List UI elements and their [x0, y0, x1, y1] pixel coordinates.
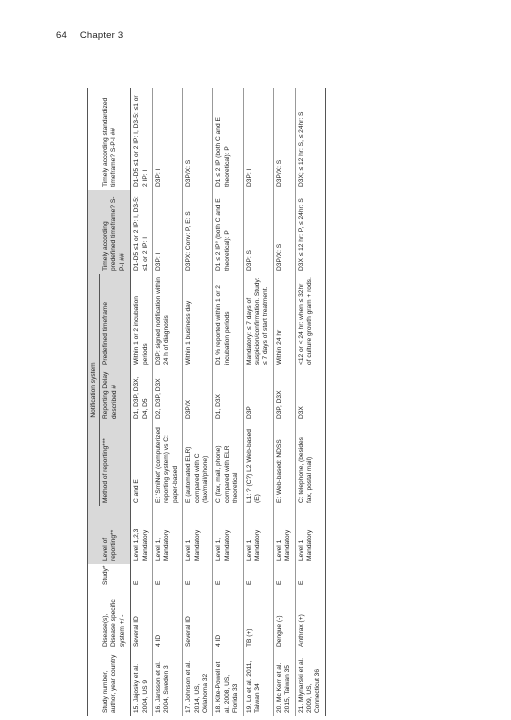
column-header: Method of reporting*** — [100, 422, 131, 506]
cell-timely-standardized: D3X; ≤ 12 hr: S, ≤ 24hr: S — [295, 88, 325, 190]
cell-delay: D1, D3P, D3X, D4, D5 — [131, 368, 153, 422]
notification-table — [87, 88, 326, 716]
cell-delay: D1, D3X — [213, 368, 243, 422]
cell-level: Level 1 Mandatory — [183, 506, 213, 564]
cell-disease: 4 ID — [152, 588, 182, 650]
cell-study: 17. Johnson et al. 2014, US, Oklahoma 32 — [183, 650, 213, 716]
cell-timely-predefined: D3P: I — [152, 190, 182, 274]
cell-disease: TB (+) — [243, 588, 273, 650]
cell-timeframe: Within 24 hr — [273, 274, 295, 368]
cell-method: L1: ? (C?) L2 Web-based (E) — [243, 422, 273, 506]
cell-delay: D3P — [243, 368, 273, 422]
cell-study: 20. Mc Kerr et al. 2015, Taiwan 35 — [273, 650, 295, 716]
cell-timeframe: Within 1 business day — [183, 274, 213, 368]
cell-timely-standardized: D3P: I — [152, 88, 182, 190]
cell-level: Level 1,2,3 Mandatory — [131, 506, 153, 564]
column-header: Reporting Delay described # — [100, 368, 131, 422]
cell-timely-standardized: D1 ≤ 2 IP (both C and E theoretical): P — [213, 88, 243, 190]
cell-study: 18. Kite-Powell et al. 2008, US, Florida 33 — [213, 650, 243, 716]
cell-disease: Dengue (-) — [273, 588, 295, 650]
cell-disease: Several ID — [183, 588, 213, 650]
table-row — [213, 88, 243, 716]
column-header: Disease(s), Disease specific system +/ - — [100, 588, 131, 650]
cell-method: C (fax, mail, phone) compared with ELR theoretical — [213, 422, 243, 506]
cell-method: E (automated ELR) compared with C (fax/mail/phone) — [183, 422, 213, 506]
cell-method: C: telephone, (besides fax, postal mail) — [295, 422, 325, 506]
cell-study-type: E — [273, 564, 295, 588]
table-row — [295, 88, 325, 716]
cell-timeframe: D3P: signed notification within 24 h of diagnosis — [152, 274, 182, 368]
cell-method: C and E — [131, 422, 153, 506]
cell-study: 16. Jansson et al. 2004, Sweden 3 — [152, 650, 182, 716]
table-row — [273, 88, 295, 716]
table-row — [131, 88, 153, 716]
cell-timely-standardized: D1-D5 ≤1 or 2 IP: I, D3-5: ≤1 or 2 IP: I — [131, 88, 153, 190]
cell-delay: D3X — [295, 368, 325, 422]
cell-timely-predefined: D3P/X: S — [273, 190, 295, 274]
column-header: Study number, author, year country — [100, 650, 131, 716]
cell-timeframe: <12 or < 24 hr: when ≤ 32hr of culture growth gram + rods. — [295, 274, 325, 368]
cell-timely-standardized: D3P: I — [243, 88, 273, 190]
column-header-row — [100, 88, 131, 716]
cell-timeframe: D1 % reported within 1 or 2 incubation periods — [213, 274, 243, 368]
column-header: Study* — [100, 564, 131, 588]
cell-level: Level 1 Mandatory — [273, 506, 295, 564]
cell-level: Level 1 Mandatory — [295, 506, 325, 564]
column-header: Predefined timeframe — [100, 274, 131, 368]
table-row — [243, 88, 273, 716]
table-row — [183, 88, 213, 716]
page-number: 64 — [56, 30, 67, 41]
column-header: Level of reporting** — [100, 506, 131, 564]
cell-timely-standardized: D3P/X: S — [273, 88, 295, 190]
cell-timeframe: Mandatory: ≤ 7 days of suspicion/confirmation. Study: ≤ 7 days of start treatment. — [243, 274, 273, 368]
cell-timeframe: Within 1 or 2 incubation periods — [131, 274, 153, 368]
cell-level: Level 1, Mandatory — [152, 506, 182, 564]
cell-study-type: E — [213, 564, 243, 588]
cell-study-type: E — [295, 564, 325, 588]
cell-disease: 4 ID — [213, 588, 243, 650]
cell-timely-standardized: D3P/X: S — [183, 88, 213, 190]
cell-timely-predefined: D3P: S — [243, 190, 273, 274]
cell-delay: D3P, D3X — [273, 368, 295, 422]
cell-timely-predefined: D1 ≤ 2 IP° (both C and E theoretical): P — [213, 190, 243, 274]
cell-delay: D2, D3P, D3X — [152, 368, 182, 422]
cell-timely-predefined: D3PX: Conv: P, E: S — [183, 190, 213, 274]
group-header-label: Notification system — [88, 274, 100, 506]
cell-level: Level 1, Mandatory — [213, 506, 243, 564]
cell-disease: Several ID — [131, 588, 153, 650]
cell-timely-predefined: D1-D5 ≤1 or 2 IP: I, D3-5: ≤1 or 2 IP: I — [131, 190, 153, 274]
chapter-label: Chapter 3 — [79, 30, 124, 41]
cell-study: 15. Jajosky et al. 2004, US 9 — [131, 650, 153, 716]
table-row — [152, 88, 182, 716]
column-header: Timely according standardized timeframe? S-P-I ## — [100, 88, 131, 190]
cell-study-type: E — [243, 564, 273, 588]
running-head — [56, 30, 123, 41]
cell-study-type: E — [131, 564, 153, 588]
cell-delay: D3P/X — [183, 368, 213, 422]
cell-timely-predefined: D3X ≤ 12 hr: P, ≤ 24hr: S — [295, 190, 325, 274]
group-header-row — [88, 88, 100, 716]
cell-method: E: 'SmiNet' (computerized reporting system) vs C: paper-based — [152, 422, 182, 506]
column-header: Timely according predefined timeframe? S-P-I ## — [100, 190, 131, 274]
cell-disease: Anthrax (+) — [295, 588, 325, 650]
rotated-table-container — [87, 88, 444, 716]
cell-study: 21. Mlynarski et al. 2009, US, Connecticut 36 — [295, 650, 325, 716]
cell-method: E: Web-based: NDSS — [273, 422, 295, 506]
cell-study-type: E — [183, 564, 213, 588]
cell-study: 19. Lo et al. 2011, Taiwan 34 — [243, 650, 273, 716]
cell-level: Level 1 Mandatory — [243, 506, 273, 564]
cell-study-type: E — [152, 564, 182, 588]
